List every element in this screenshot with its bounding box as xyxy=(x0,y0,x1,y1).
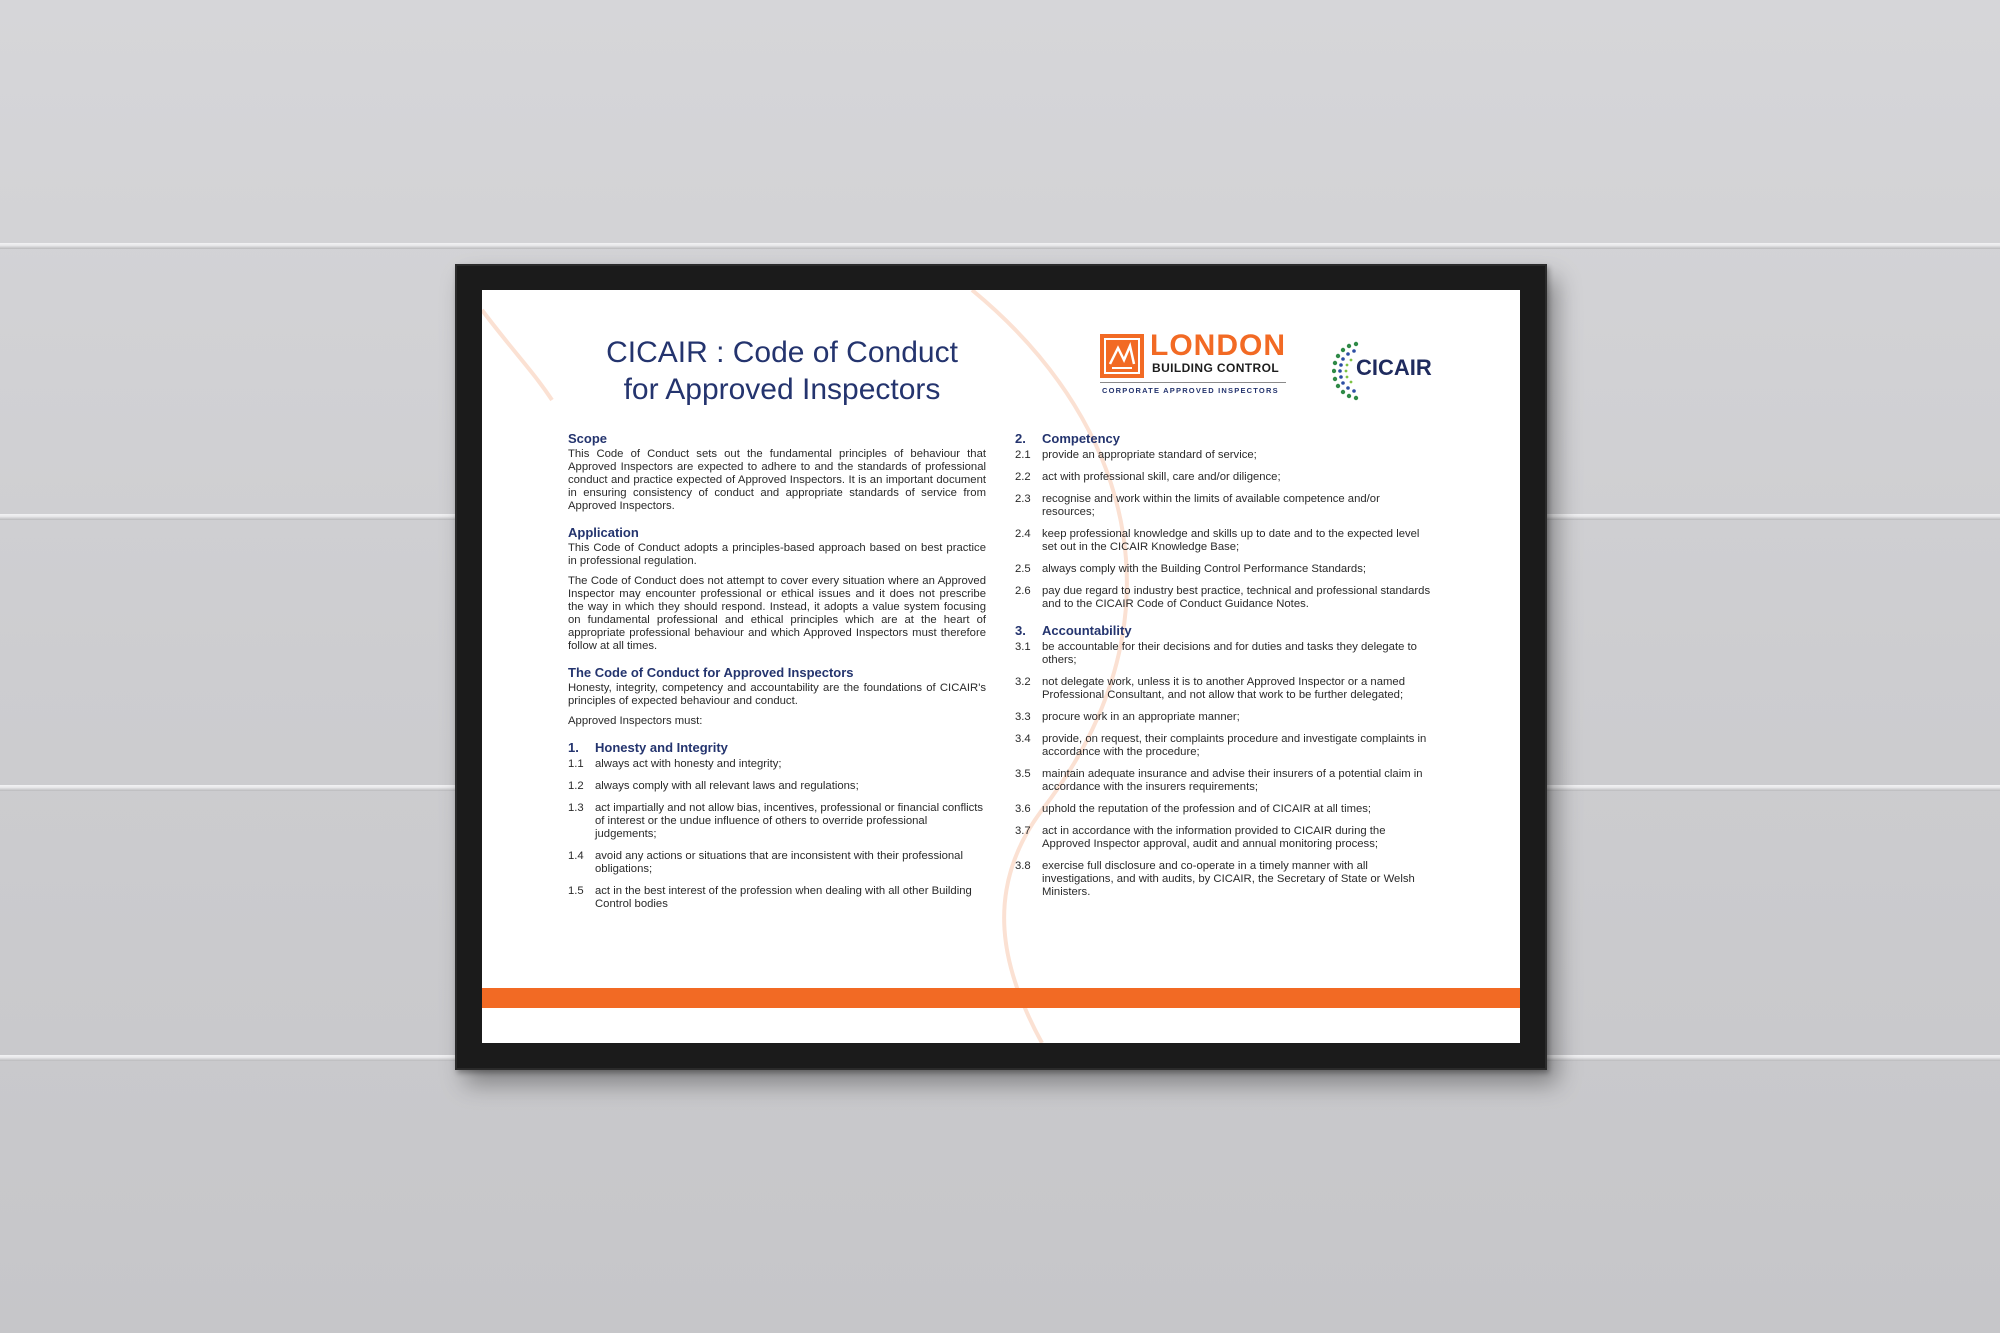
item-number: 1.4 xyxy=(568,850,584,862)
item-text: maintain adequate insurance and advise their insurers of a potential claim in accordance with the insurers requirements; xyxy=(1042,768,1423,793)
scope-paragraph: This Code of Conduct sets out the fundamental principles of behaviour that Approved Inspectors are expected to adhere to and the standards of professional conduct and practice expected of Approved Inspectors. It is an important document in ensuring consistency of conduct and appropriate standards of service from Approved Inspectors. xyxy=(568,448,986,512)
list-item xyxy=(1015,563,1435,576)
list-item xyxy=(1015,528,1435,554)
item-text: provide an appropriate standard of service; xyxy=(1042,449,1257,461)
item-text: always comply with the Building Control Performance Standards; xyxy=(1042,563,1366,575)
cicair-logo xyxy=(1332,340,1442,402)
item-number: 3.5 xyxy=(1015,768,1031,780)
item-text: act in the best interest of the profession when dealing with all other Building Control bodies xyxy=(595,885,972,910)
list-item xyxy=(568,780,986,793)
item-text: always comply with all relevant laws and regulations; xyxy=(595,780,859,792)
section-title: Honesty and Integrity xyxy=(595,740,728,755)
item-number: 2.4 xyxy=(1015,528,1031,540)
list-item xyxy=(1015,641,1435,667)
item-text: act with professional skill, care and/or diligence; xyxy=(1042,471,1281,483)
item-number: 2.5 xyxy=(1015,563,1031,575)
code-heading: The Code of Conduct for Approved Inspectors xyxy=(568,665,854,680)
list-item xyxy=(568,885,986,911)
item-number: 3.7 xyxy=(1015,825,1031,837)
london-building-control-logo xyxy=(1100,329,1300,400)
item-number: 3.1 xyxy=(1015,641,1031,653)
list-item xyxy=(568,802,986,841)
list-item xyxy=(1015,825,1435,851)
lbc-logo-subtitle: BUILDING CONTROL xyxy=(1152,361,1280,375)
lbc-logo-tagline: CORPORATE APPROVED INSPECTORS xyxy=(1102,386,1279,395)
section-number: 1. xyxy=(568,740,579,755)
list-item xyxy=(568,758,986,771)
list-item xyxy=(1015,711,1435,724)
item-number: 2.3 xyxy=(1015,493,1031,505)
item-number: 2.6 xyxy=(1015,585,1031,597)
item-text: act impartially and not allow bias, incentives, professional or financial conflicts of interest or the undue influence of others to override professional judgements; xyxy=(595,802,984,840)
item-number: 3.3 xyxy=(1015,711,1031,723)
list-item xyxy=(1015,449,1435,462)
poster-title-line-1: CICAIR : Code of Conduct xyxy=(606,336,958,369)
item-text: not delegate work, unless it is to another Approved Inspector or a named Professional Consultant, and not allow that work to be further delegated; xyxy=(1042,676,1405,701)
picture-frame xyxy=(455,264,1547,1070)
item-text: recognise and work within the limits of available competence and/or resources; xyxy=(1042,493,1380,518)
item-text: always act with honesty and integrity; xyxy=(595,758,782,770)
code-paragraph-1: Honesty, integrity, competency and accountability are the foundations of CICAIR's principles of expected behaviour and conduct. xyxy=(568,682,986,707)
lbc-logo-name: LONDON xyxy=(1150,329,1286,362)
code-paragraph-2: Approved Inspectors must: xyxy=(568,715,703,727)
item-text: provide, on request, their complaints procedure and investigate complaints in accordance with the procedure; xyxy=(1042,733,1427,758)
section-title: Competency xyxy=(1042,431,1121,446)
item-text: pay due regard to industry best practice, technical and professional standards and to the CICAIR Code of Conduct Guidance Notes. xyxy=(1042,585,1431,610)
list-item xyxy=(1015,733,1435,759)
code-of-conduct-poster xyxy=(482,290,1520,1043)
item-number: 1.3 xyxy=(568,802,584,814)
list-item xyxy=(1015,676,1435,702)
list-item xyxy=(1015,493,1435,519)
poster-orange-footer-bar xyxy=(482,988,1520,1008)
section-3-heading xyxy=(1015,623,1435,638)
lbc-logo-rule xyxy=(1100,382,1286,383)
item-number: 3.8 xyxy=(1015,860,1031,872)
poster-title xyxy=(552,334,1012,408)
item-number: 1.5 xyxy=(568,885,584,897)
wall-panel-seam xyxy=(0,243,2000,249)
london-building-control-icon xyxy=(1100,334,1144,378)
section-number: 2. xyxy=(1015,431,1026,446)
item-text: avoid any actions or situations that are inconsistent with their professional obligations; xyxy=(595,850,963,875)
poster-right-column xyxy=(1015,431,1435,908)
item-number: 1.1 xyxy=(568,758,584,770)
item-text: uphold the reputation of the profession and of CICAIR at all times; xyxy=(1042,803,1372,815)
item-number: 3.2 xyxy=(1015,676,1031,688)
item-text: procure work in an appropriate manner; xyxy=(1042,711,1240,723)
list-item xyxy=(1015,803,1435,816)
poster-title-line-2: for Approved Inspectors xyxy=(623,373,941,406)
section-1-heading xyxy=(568,740,986,755)
section-number: 3. xyxy=(1015,623,1026,638)
list-item xyxy=(1015,860,1435,899)
item-number: 1.2 xyxy=(568,780,584,792)
item-text: be accountable for their decisions and for duties and tasks they delegate to others; xyxy=(1042,641,1417,666)
item-number: 3.4 xyxy=(1015,733,1031,745)
section-2-heading xyxy=(1015,431,1435,446)
list-item xyxy=(1015,768,1435,794)
list-item xyxy=(1015,585,1435,611)
scope-heading: Scope xyxy=(568,431,608,446)
cicair-logo-text: CICAIR xyxy=(1356,355,1432,380)
application-heading: Application xyxy=(568,525,639,540)
item-text: keep professional knowledge and skills up to date and to the expected level set out in the CICAIR Knowledge Base; xyxy=(1042,528,1420,553)
section-title: Accountability xyxy=(1042,623,1132,638)
item-text: act in accordance with the information provided to CICAIR during the Approved Inspector approval, audit and annual monitoring process; xyxy=(1042,825,1386,850)
poster-left-column xyxy=(568,431,986,920)
item-number: 2.1 xyxy=(1015,449,1031,461)
application-paragraph-1: This Code of Conduct adopts a principles-based approach based on best practice in professional regulation. xyxy=(568,542,986,567)
item-number: 3.6 xyxy=(1015,803,1031,815)
item-number: 2.2 xyxy=(1015,471,1031,483)
list-item xyxy=(1015,471,1435,484)
list-item xyxy=(568,850,986,876)
item-text: exercise full disclosure and co-operate in a timely manner with all investigations, and with audits, by CICAIR, the Secretary of State or Welsh Ministers. xyxy=(1042,860,1415,898)
application-paragraph-2: The Code of Conduct does not attempt to cover every situation where an Approved Inspector may encounter professional or ethical issues and it does not prescribe the way in which they should respond. Instead, it adopts a value system focusing on fundamental professional and ethical principles which are at the heart of appropriate professional behaviour and which Approved Inspectors must therefore follow at all times. xyxy=(568,575,986,652)
